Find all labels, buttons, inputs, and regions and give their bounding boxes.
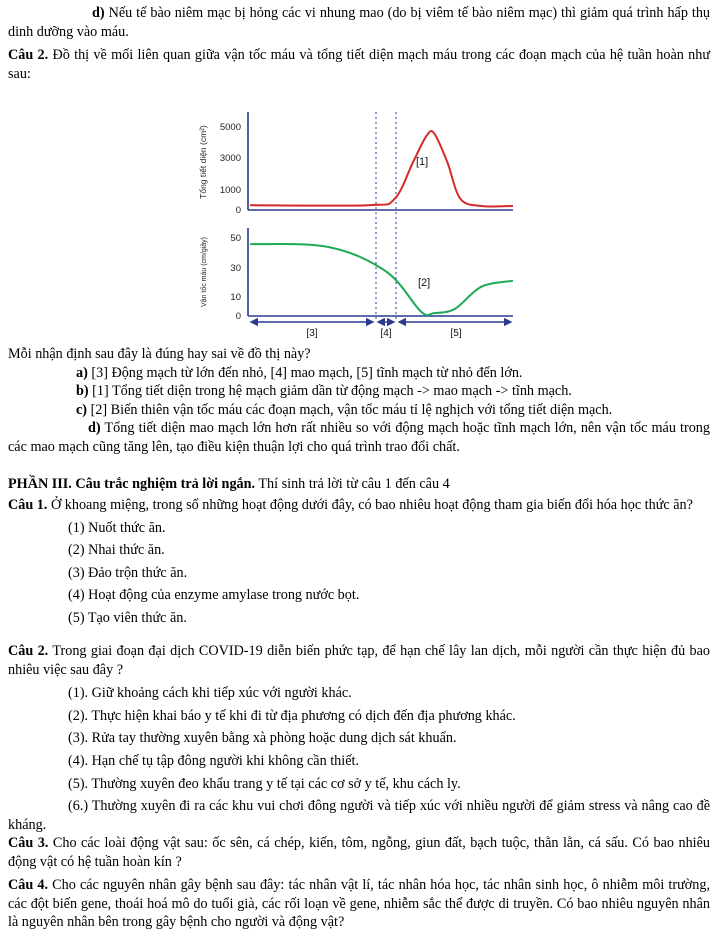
c1-text: Ở khoang miệng, trong số những hoạt động dưới đây, có bao nhiêu hoạt động tham gia biến đổi hóa học thức ăn? (50, 497, 693, 513)
c4-label: Câu 4. (8, 877, 49, 893)
chart-figure (195, 110, 525, 342)
bottom-tick-10: 10 (230, 292, 241, 303)
segment-5-label: [5] (450, 328, 462, 339)
graph-statements (8, 345, 710, 457)
c2-item-2: (2). Thực hiện khai báo y tế khi đi từ địa phương có dịch đến địa phương khác. (68, 707, 516, 724)
intro-d-label: d) (92, 5, 105, 21)
intro-statement-d (8, 4, 710, 41)
top-tick-3000: 3000 (219, 153, 241, 164)
c1-item-2: (2) Nhai thức ăn. (68, 542, 165, 559)
c1-label: Câu 1. (8, 497, 48, 513)
q2-text: Đồ thị về mối liên quan giữa vận tốc máu và tổng tiết diện mạch máu trong các đoạn mạch của hệ tuần hoàn như sau: (8, 47, 711, 82)
question-1 (8, 496, 710, 628)
top-y-label: Tổng tiết diện (cm²) (198, 125, 208, 199)
q2-label: Câu 2. (8, 47, 49, 63)
c2-item-1: (1). Giữ khoảng cách khi tiếp xúc với người khác. (68, 685, 352, 702)
velocity-curve (250, 244, 513, 315)
statement-a: a) [3] Động mạch từ lớn đến nhỏ, [4] mao mạch, [5] tĩnh mạch từ nhỏ đến lớn. (76, 364, 523, 381)
c2-item-6: (6.) Thường xuyên đi ra các khu vui chơi đông người và tiếp xúc với nhiều người để giảm stress và nâng cao đề kháng. (8, 798, 710, 833)
c2-label: Câu 2. (8, 643, 49, 659)
c2-text: Trong giai đoạn đại dịch COVID-19 diễn biến phức tạp, để hạn chế lây lan dịch, mỗi người cần thực hiện đủ bao nhiêu việc sau đây ? (8, 643, 711, 678)
bottom-y-label: Vận tốc máu (cm/giây) (201, 236, 208, 308)
statement-d: d) Tổng tiết diện mao mạch lớn hơn rất nhiều so với động mạch hoặc tĩnh mạch lớn, nên vận tốc máu trong các mao mạch cũng tăng lên, tạo điều kiện thuận lợi cho quá trình trao đổi chất. (8, 420, 710, 455)
c2-item-5: (5). Thường xuyên đeo khẩu trang y tế tại các cơ sở y tế, khu cách ly. (68, 775, 461, 792)
c4-text: Cho các nguyên nhân gây bệnh sau đây: tác nhân vật lí, tác nhân hóa học, tác nhân sinh học, ô nhiễm môi trường, các đột biến gene, thoái hoá mô do tuổi già, các rối loạn về gene, nhiễm sắc thể được di truyền. Có bao nhiêu nguyên nhân là nguyên nhân bên trong gây bệnh cho người và động vật? (8, 877, 711, 931)
top-tick-1000: 1000 (219, 185, 241, 196)
cross-section-curve (250, 131, 513, 206)
series-2-label: [2] (418, 277, 431, 289)
c3-label: Câu 3. (8, 835, 49, 851)
c1-item-4: (4) Hoạt động của enzyme amylase trong nước bọt. (68, 587, 360, 604)
question-2-covid (8, 642, 710, 834)
c2-item-3: (3). Rửa tay thường xuyên bằng xà phòng hoặc dung dịch sát khuẩn. (68, 730, 457, 747)
question-2-graph (8, 46, 710, 83)
bottom-tick-0: 0 (235, 311, 241, 322)
segment-4-label: [4] (380, 328, 392, 339)
c1-item-3: (3) Đảo trộn thức ăn. (68, 564, 188, 581)
statement-b: b) [1] Tổng tiết diện trong hệ mạch giảm dần từ động mạch -> mao mạch -> tĩnh mạch. (76, 383, 572, 400)
question-4 (8, 876, 710, 932)
part-3-heading (8, 475, 710, 494)
statement-c: c) [2] Biến thiên vận tốc máu các đoạn mạch, vận tốc máu tỉ lệ nghịch với tổng tiết diện mạch. (76, 401, 613, 418)
c1-item-1: (1) Nuốt thức ăn. (68, 519, 166, 536)
part3-note: Thí sinh trả lời từ câu 1 đến câu 4 (258, 476, 450, 492)
statements-intro: Mỗi nhận định sau đây là đúng hay sai về đồ thị này? (8, 346, 311, 362)
intro-d-text: Nếu tế bào niêm mạc bị hỏng các vi nhung mao (do bị viêm tế bào niêm mạc) thì giảm quá trình hấp thụ dinh dưỡng vào máu. (8, 5, 711, 40)
c3-text: Cho các loài động vật sau: ốc sên, cá chép, kiến, tôm, ngỗng, giun đất, bạch tuộc, thằn lằn, cá sấu. Có bao nhiêu động vật có hệ tuần hoàn kín ? (8, 835, 710, 870)
top-tick-5000: 5000 (219, 122, 241, 133)
series-1-label: [1] (416, 156, 429, 168)
question-3 (8, 834, 710, 871)
top-tick-0: 0 (235, 205, 241, 216)
part3-title: PHẦN III. Câu trắc nghiệm trả lời ngắn. (8, 476, 256, 492)
c2-item-4: (4). Hạn chế tụ tập đông người khi không cần thiết. (68, 752, 359, 769)
segment-3-label: [3] (306, 328, 318, 339)
bottom-tick-30: 30 (230, 263, 241, 274)
c1-item-5: (5) Tạo viên thức ăn. (68, 609, 187, 626)
bottom-tick-50: 50 (230, 233, 241, 244)
